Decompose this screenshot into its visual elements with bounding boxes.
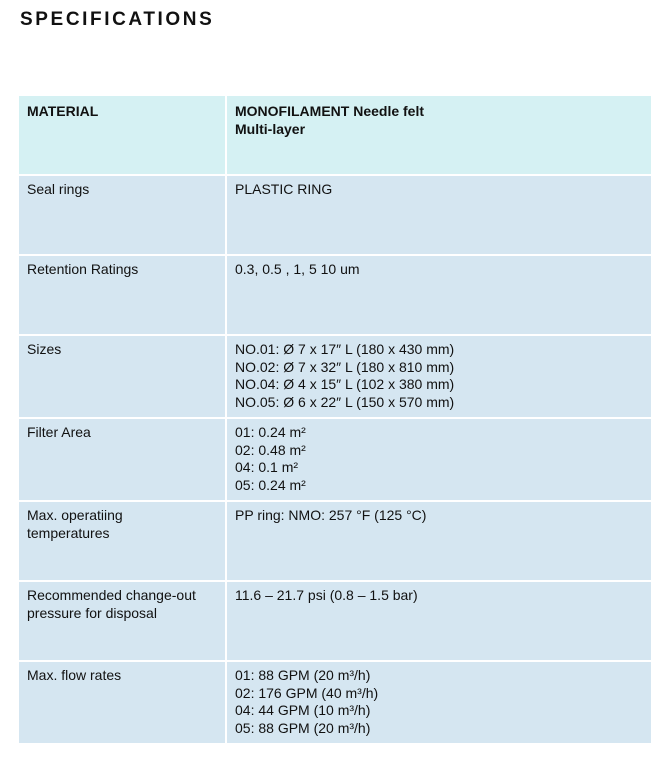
row-value-line: 0.3, 0.5 , 1, 5 10 um bbox=[235, 261, 360, 277]
row-label-cell bbox=[19, 661, 226, 744]
row-value-cell bbox=[226, 418, 651, 501]
page-title: SPECIFICATIONS bbox=[20, 9, 215, 30]
table-row-filter-area bbox=[19, 418, 651, 501]
row-label: Filter Area bbox=[27, 424, 91, 440]
row-value-line: 04: 0.1 m² bbox=[235, 459, 299, 475]
material-value-line: Multi-layer bbox=[235, 120, 306, 137]
specifications-table bbox=[19, 96, 651, 745]
row-value-cell bbox=[226, 175, 651, 255]
row-value-cell bbox=[226, 661, 651, 744]
row-value-line: 02: 0.48 m² bbox=[235, 441, 306, 458]
row-label: Seal rings bbox=[27, 181, 90, 197]
row-label: Retention Ratings bbox=[27, 261, 139, 277]
row-label: Max. flow rates bbox=[27, 667, 122, 683]
row-value-line: NO.05: Ø 6 x 22″ L (150 x 570 mm) bbox=[235, 393, 455, 410]
row-label: pressure for disposal bbox=[27, 604, 157, 621]
row-value-line: NO.02: Ø 7 x 32″ L (180 x 810 mm) bbox=[235, 358, 455, 375]
table-row-max-temperatures bbox=[19, 501, 651, 581]
row-label-cell bbox=[19, 581, 226, 661]
row-value-line: 11.6 – 21.7 psi (0.8 – 1.5 bar) bbox=[235, 587, 418, 603]
row-label-cell bbox=[19, 418, 226, 501]
row-value-line: 01: 0.24 m² bbox=[235, 424, 306, 440]
row-label: Sizes bbox=[27, 341, 62, 357]
row-value-line: NO.04: Ø 4 x 15″ L (102 x 380 mm) bbox=[235, 376, 455, 392]
row-value-line: 01: 88 GPM (20 m³/h) bbox=[235, 667, 371, 683]
row-value-line: 05: 0.24 m² bbox=[235, 476, 306, 493]
row-label: temperatures bbox=[27, 524, 110, 541]
row-value-cell bbox=[226, 501, 651, 581]
row-value-cell bbox=[226, 335, 651, 418]
row-label-cell bbox=[19, 255, 226, 335]
material-label: MATERIAL bbox=[27, 103, 99, 119]
table-row-max-flow-rates bbox=[19, 661, 651, 744]
row-value-line: PP ring: NMO: 257 °F (125 °C) bbox=[235, 507, 427, 523]
row-label: Recommended change-out bbox=[27, 587, 196, 603]
row-value-line: 04: 44 GPM (10 m³/h) bbox=[235, 702, 371, 718]
material-value-line: MONOFILAMENT Needle felt bbox=[235, 103, 425, 119]
table-row-retention-ratings bbox=[19, 255, 651, 335]
row-value-line: NO.01: Ø 7 x 17″ L (180 x 430 mm) bbox=[235, 341, 455, 357]
row-value-line: PLASTIC RING bbox=[235, 181, 333, 197]
table-row-seal-rings bbox=[19, 175, 651, 255]
row-value-line: 05: 88 GPM (20 m³/h) bbox=[235, 719, 371, 736]
row-value-line: 02: 176 GPM (40 m³/h) bbox=[235, 684, 379, 701]
material-label-cell bbox=[19, 96, 226, 175]
table-header-row bbox=[19, 96, 651, 175]
row-label: Max. operatiing bbox=[27, 507, 123, 523]
row-label-cell bbox=[19, 335, 226, 418]
row-label-cell bbox=[19, 175, 226, 255]
table-row-change-out-pressure bbox=[19, 581, 651, 661]
table-row-sizes bbox=[19, 335, 651, 418]
material-value-cell bbox=[226, 96, 651, 175]
row-value-cell bbox=[226, 581, 651, 661]
row-label-cell bbox=[19, 501, 226, 581]
row-value-cell bbox=[226, 255, 651, 335]
